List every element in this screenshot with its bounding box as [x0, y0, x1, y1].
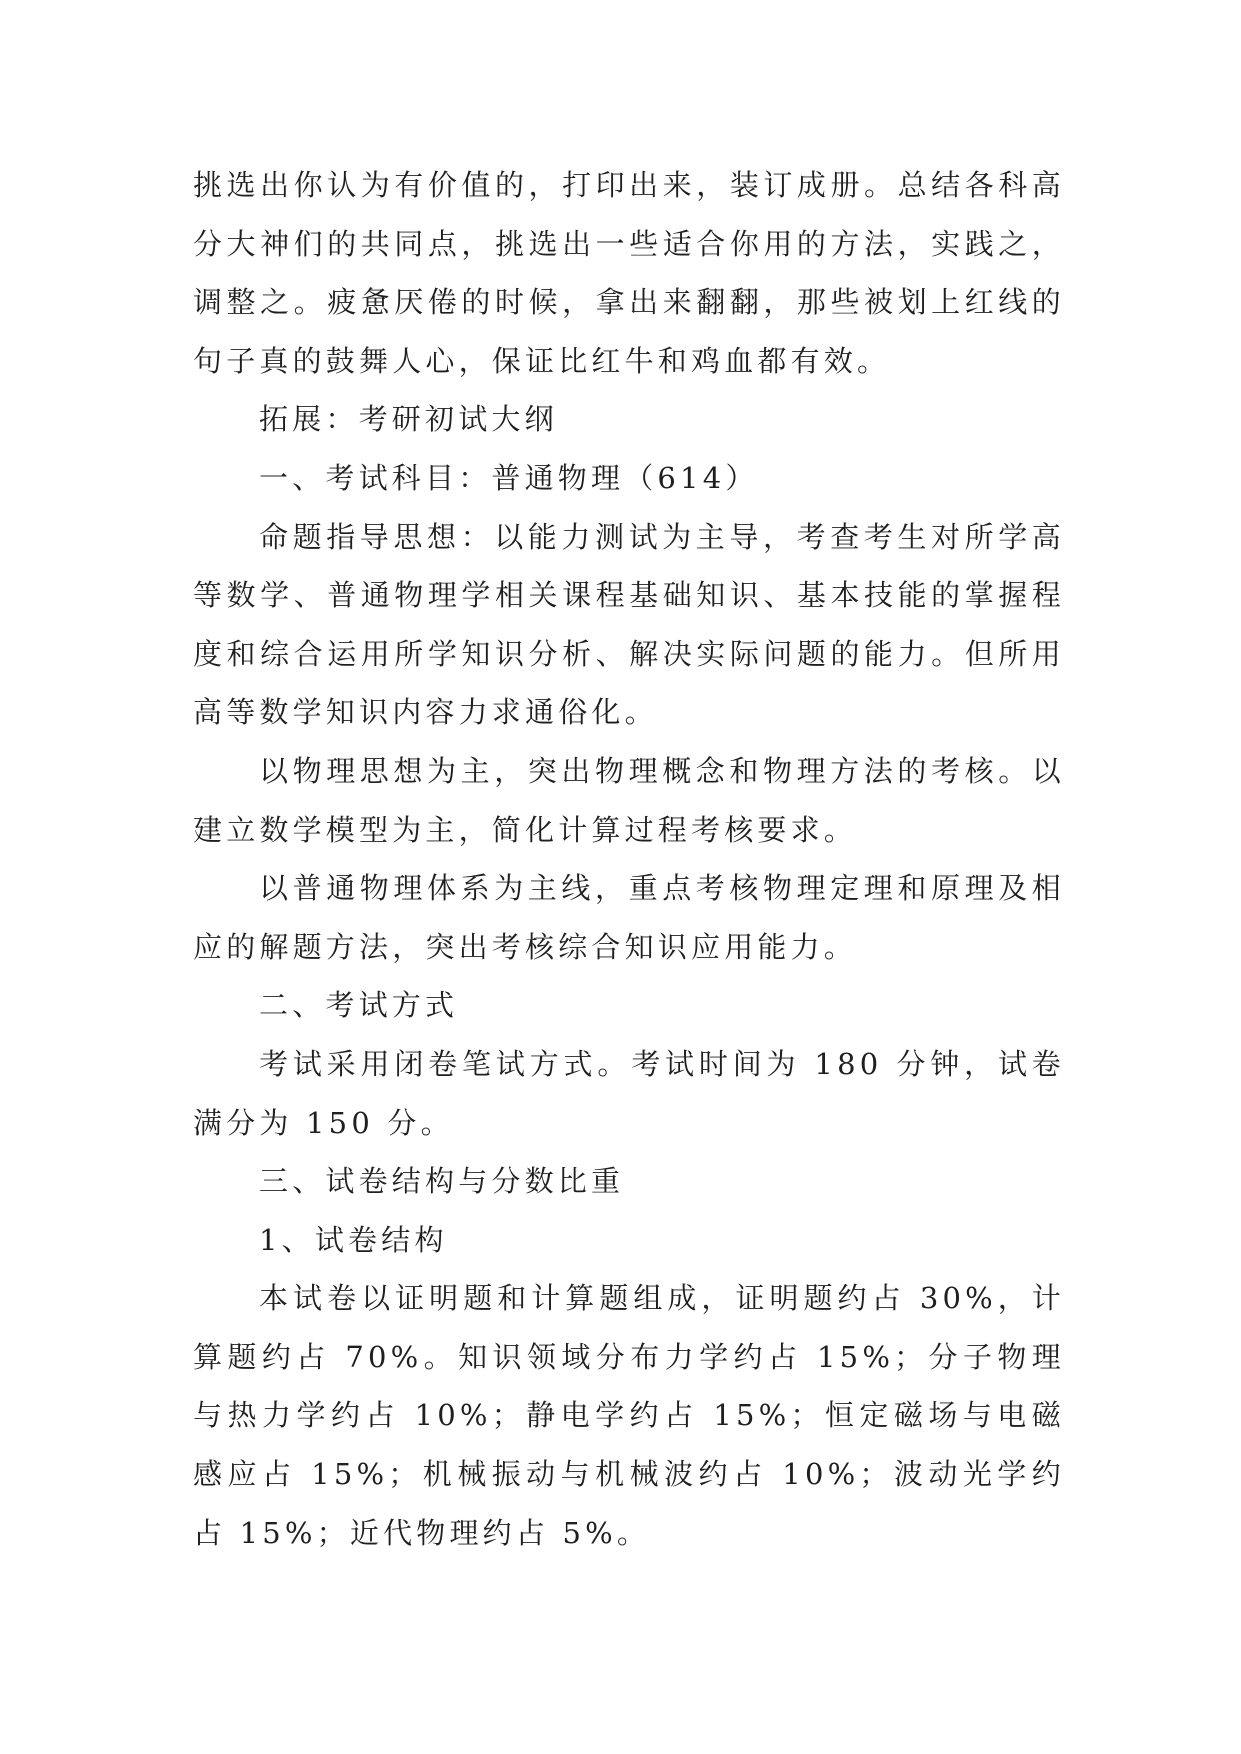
paragraph-intro-continuation: 挑选出你认为有价值的，打印出来，装订成册。总结各科高分大神们的共同点，挑选出一些适合你用的方法，实践之，调整之。疲惫厌倦的时候，拿出来翻翻，那些被划上红线的句子真的鼓舞人心，保证比红牛和鸡血都有效。	[193, 168, 1065, 378]
paragraph-guiding-thought: 命题指导思想：以能力测试为主导，考查考生对所学高等数学、普通物理学相关课程基础知识、基本技能的掌握程度和综合运用所学知识分析、解决实际问题的能力。但所用高等数学知识内容力求通俗化。	[193, 519, 1065, 730]
paragraph-paper-structure-heading: 1、试卷结构	[259, 1222, 448, 1257]
paragraph-physics-system: 以普通物理体系为主线，重点考核物理定理和原理及相应的解题方法，突出考核综合知识应用能力。	[193, 871, 1065, 964]
document-body	[193, 156, 1065, 1562]
paragraph-exam-method: 考试采用闭卷笔试方式。考试时间为 180 分钟，试卷满分为 150 分。	[193, 1046, 1065, 1140]
paragraph-section-three-heading: 三、试卷结构与分数比重	[259, 1164, 625, 1199]
paragraph-physics-thinking: 以物理思想为主，突出物理概念和物理方法的考核。以建立数学模型为主，简化计算过程考核要求。	[193, 753, 1065, 847]
paragraph-paper-structure-detail: 本试卷以证明题和计算题组成，证明题约占 30%，计算题约占 70%。知识领域分布力学约占 15%；分子物理与热力学约占 10%；静电学约占 15%；恒定磁场与电磁感应占 15%；机械振动与机械波约占 10%；波动光学约占 15%；近代物理约占 5%。	[193, 1281, 1065, 1550]
paragraph-section-two-heading: 二、考试方式	[259, 988, 459, 1023]
paragraph-section-one-heading: 一、考试科目：普通物理（614）	[259, 460, 759, 495]
paragraph-extension-heading: 拓展：考研初试大纲	[259, 402, 558, 437]
